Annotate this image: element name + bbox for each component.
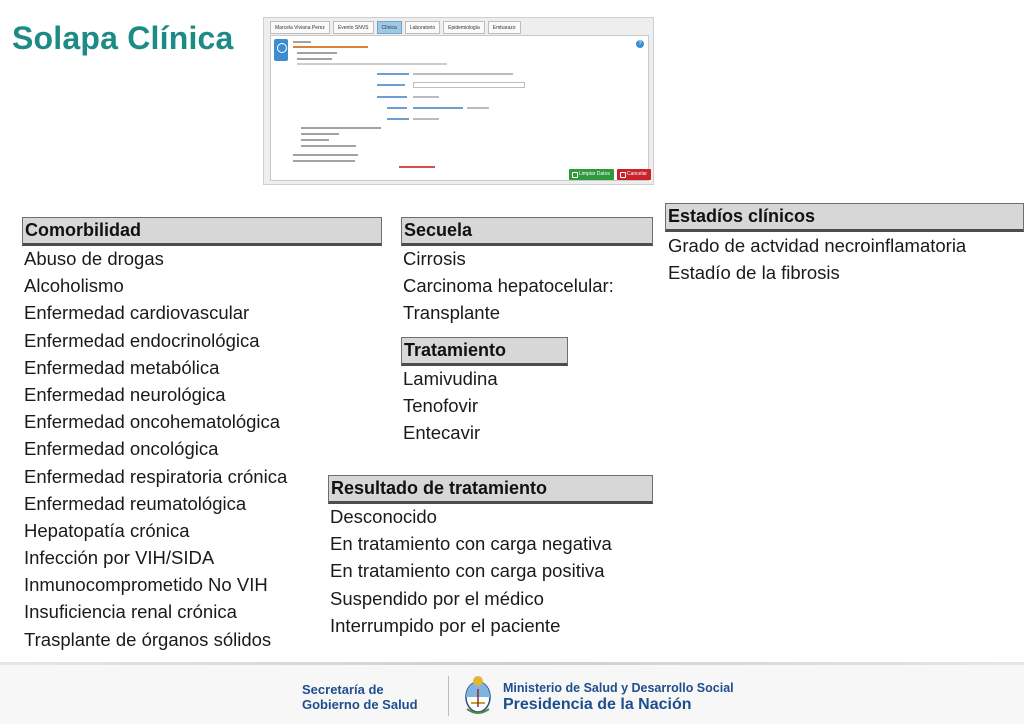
cancel-button[interactable]: Cancelar [617, 169, 651, 180]
footer-separator [448, 676, 449, 716]
list-item: Enfermedad oncohematológica [24, 411, 281, 433]
tab-clinica[interactable]: Clínica [377, 21, 402, 34]
secuela-list [403, 245, 614, 327]
tab-laboratorio[interactable]: Laboratorio [405, 21, 440, 34]
estadios-list [668, 232, 966, 286]
list-item: En tratamiento con carga positiva [330, 560, 605, 582]
embedded-screenshot [263, 17, 654, 185]
estadios-header: Estadíos clínicos [665, 203, 1024, 232]
national-emblem-icon [462, 673, 494, 717]
tab-evento[interactable]: Evento SNVS [333, 21, 374, 34]
list-item: Enfermedad reumatológica [24, 492, 247, 514]
comorbilidad-header: Comorbilidad [22, 217, 382, 246]
list-item: Enfermedad neurológica [24, 383, 226, 405]
list-item: Suspendido por el médico [330, 587, 544, 609]
tab-embarazo[interactable]: Embarazo [488, 21, 521, 34]
tratamiento-list [403, 365, 498, 447]
secretaria-line-1: Secretaría de [302, 682, 384, 697]
resultado-list [330, 503, 612, 639]
secretaria-line-2: Gobierno de Salud [302, 697, 418, 712]
list-item: Desconocido [330, 506, 437, 527]
secuela-header: Secuela [401, 217, 653, 246]
list-item: Entecavir [403, 422, 481, 444]
ministerio-line-2: Presidencia de la Nación [503, 696, 692, 713]
list-item: Enfermedad respiratoria crónica [24, 465, 288, 487]
ministerio-line-1: Ministerio de Salud y Desarrollo Social [503, 681, 734, 695]
list-item: Inmunocomprometido No VIH [24, 574, 268, 596]
footer [0, 665, 1024, 724]
list-item: Enfermedad metabólica [24, 356, 220, 378]
tratamiento-header: Tratamiento [401, 337, 568, 366]
list-item: Carcinoma hepatocelular: [403, 275, 614, 297]
list-item: Alcoholismo [24, 275, 124, 297]
list-item: Grado de actvidad necroinflamatoria [668, 235, 967, 256]
tab-epidemiologia[interactable]: Epidemiología [443, 21, 485, 34]
ministerio-label [503, 681, 734, 714]
list-item: En tratamiento con carga negativa [330, 533, 612, 555]
list-item: Lamivudina [403, 368, 498, 389]
list-item: Interrumpido por el paciente [330, 614, 561, 636]
list-item: Tenofovir [403, 395, 479, 417]
list-item: Abuso de drogas [24, 248, 164, 269]
list-item: Infección por VIH/SIDA [24, 547, 215, 569]
comorbilidad-list [24, 245, 287, 653]
list-item: Insuficiencia renal crónica [24, 601, 237, 623]
list-item: Hepatopatía crónica [24, 519, 190, 541]
secretaria-label [302, 682, 418, 712]
screenshot-tabs [270, 21, 521, 34]
resultado-header: Resultado de tratamiento [328, 475, 653, 504]
save-button[interactable]: Limpiar Datos [569, 169, 614, 180]
list-item: Enfermedad oncológica [24, 438, 219, 460]
page-title: Solapa Clínica [12, 20, 234, 56]
help-icon[interactable]: ? [636, 40, 644, 48]
professional-search-field[interactable] [413, 82, 525, 88]
list-item: Enfermedad endocrinológica [24, 329, 260, 351]
list-item: Trasplante de órganos sólidos [24, 628, 272, 650]
list-item: Enfermedad cardiovascular [24, 302, 250, 324]
tab-patient[interactable]: Marcela Viviana Perez [270, 21, 330, 34]
list-item: Transplante [403, 302, 501, 324]
screenshot-panel [270, 35, 649, 181]
list-item: Estadío de la fibrosis [668, 262, 840, 284]
app-logo-icon [274, 39, 288, 61]
list-item: Cirrosis [403, 248, 466, 269]
